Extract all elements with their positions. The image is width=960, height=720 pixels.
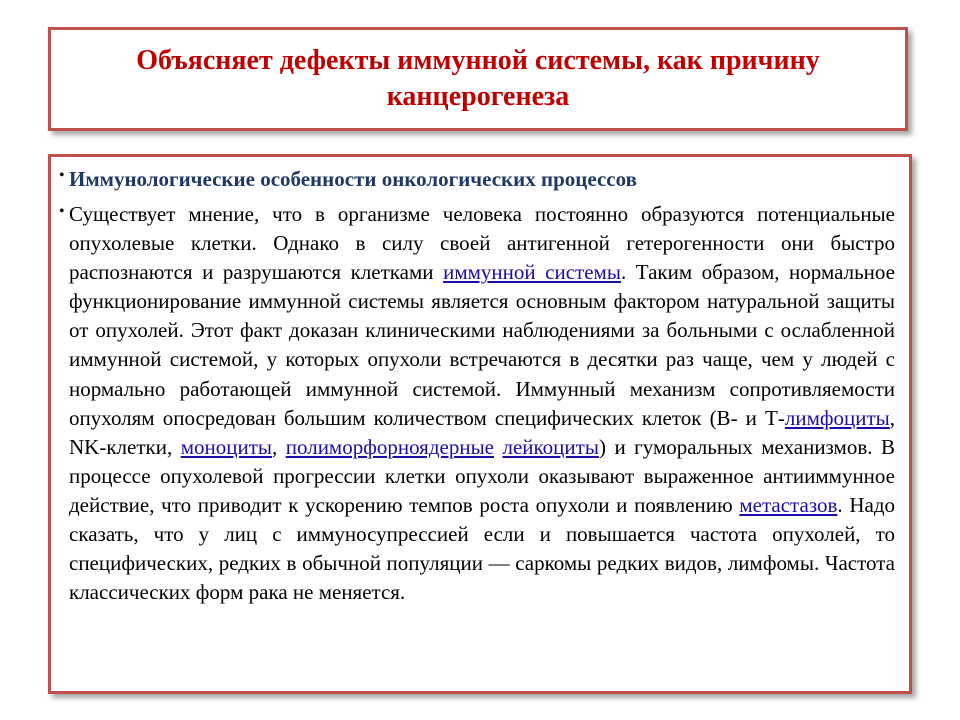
slide-title: Объясняет дефекты иммунной системы, как причину канцерогенеза	[136, 45, 820, 112]
paragraph-text: . Таким образом, нормальное функционирование иммунной системы является основным фактором натуральной защиты от опухолей. Этот факт доказан клиническими наблюдениями за больными с ослабленной иммунной системой, у которых опухоли встречаются в десятки раз чаще, чем у людей с нормально работающей иммунной системой. Иммунный механизм сопротивляемости опухолям опосредован большим количеством специфических клеток (В- и Т-	[69, 260, 895, 430]
section-heading: Иммунологические особенности онкологических процессов	[69, 167, 637, 191]
paragraph-text	[494, 435, 503, 459]
link-polymorphonuclear[interactable]: полиморфорноядерные	[285, 434, 494, 459]
paragraph-text: . Надо сказать, что у лиц с иммуносупрессией если и повышается частота опухолей, то специфических, редких в обычной популяции — саркомы редких видов, лимфомы. Частота классических форм рака не меняется.	[69, 492, 896, 605]
paragraph-text: Существует мнение, что в организме человека постоянно образуются потенциальные опухолевые клетки. Однако в силу своей антигенной гетерогенности они быстро распознаются и разрушаются клетками	[69, 202, 895, 285]
title-box	[48, 27, 908, 131]
link-lymphocytes[interactable]: лимфоциты	[784, 405, 890, 430]
paragraph-text: ) и гуморальных механизмов. В процессе опухолевой прогрессии клетки опухоли оказывают выраженное антииммунное действие, что приводит к ускорению темпов роста опухоли и появлению	[69, 434, 896, 517]
bullet-paragraph	[59, 200, 895, 607]
link-leukocytes[interactable]: лейкоциты	[502, 434, 599, 459]
content-box	[48, 154, 912, 694]
link-immune-system[interactable]: иммунной системы	[443, 260, 621, 285]
paragraph-text: , NK-клетки,	[69, 405, 895, 459]
bullet-heading	[59, 165, 895, 193]
link-monocytes[interactable]: моноциты	[180, 434, 272, 459]
link-metastases[interactable]: метастазов	[739, 492, 838, 517]
bullet-icon: •	[59, 203, 65, 220]
paragraph-text: ,	[272, 434, 286, 459]
bullet-icon: •	[59, 167, 65, 184]
